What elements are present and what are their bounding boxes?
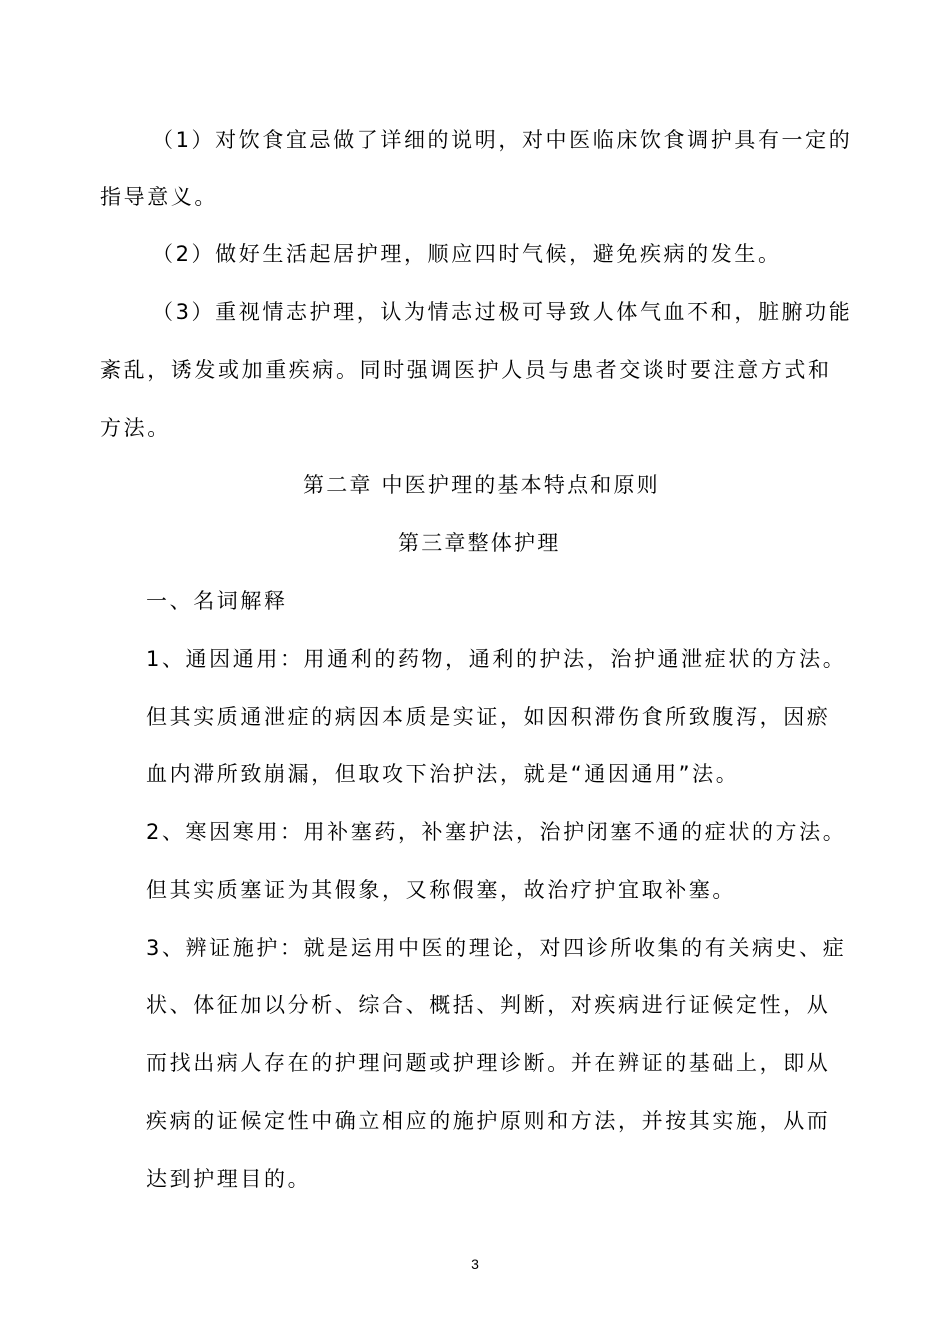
term-line: 3、辨证施护：就是运用中医的理论，对四诊所收集的有关病史、症 <box>146 936 847 960</box>
term-line: 但其实质通泄症的病因本质是实证，如因积滞伤食所致腹泻，因瘀 <box>146 705 831 729</box>
term-line: 2、寒因寒用：用补塞药，补塞护法，治护闭塞不通的症状的方法。 <box>146 820 847 844</box>
term-line: 而找出病人存在的护理问题或护理诊断。并在辨证的基础上，即从 <box>146 1051 831 1075</box>
chapter-2-title: 第二章 中医护理的基本特点和原则 <box>303 473 660 497</box>
term-line: 疾病的证候定性中确立相应的施护原则和方法，并按其实施，从而 <box>146 1109 831 1133</box>
section-title: 一、名词解释 <box>146 589 288 613</box>
term-line: 但其实质塞证为其假象，又称假塞，故治疗护宜取补塞。 <box>146 878 736 902</box>
chapter-3-title: 第三章整体护理 <box>398 531 561 555</box>
paragraph-line: （1）对饮食宜忌做了详细的说明，对中医临床饮食调护具有一定的 <box>152 128 853 152</box>
term-line: 达到护理目的。 <box>146 1167 312 1191</box>
paragraph-line: （3）重视情志护理，认为情志过极可导致人体气血不和，脏腑功能 <box>152 300 853 324</box>
page-number: 3 <box>471 1256 479 1272</box>
paragraph-line: 指导意义。 <box>100 185 218 209</box>
term-line: 1、通因通用：用通利的药物，通利的护法，治护通泄症状的方法。 <box>146 647 847 671</box>
term-line: 血内滞所致崩漏，但取攻下治护法，就是“通因通用”法。 <box>146 762 740 786</box>
term-line: 状、体征加以分析、综合、概括、判断，对疾病进行证候定性，从 <box>146 993 831 1017</box>
paragraph-line: 紊乱，诱发或加重疾病。同时强调医护人员与患者交谈时要注意方式和 <box>100 358 832 382</box>
paragraph-line: 方法。 <box>100 416 171 440</box>
paragraph-line: （2）做好生活起居护理，顺应四时气候，避免疾病的发生。 <box>152 242 782 266</box>
